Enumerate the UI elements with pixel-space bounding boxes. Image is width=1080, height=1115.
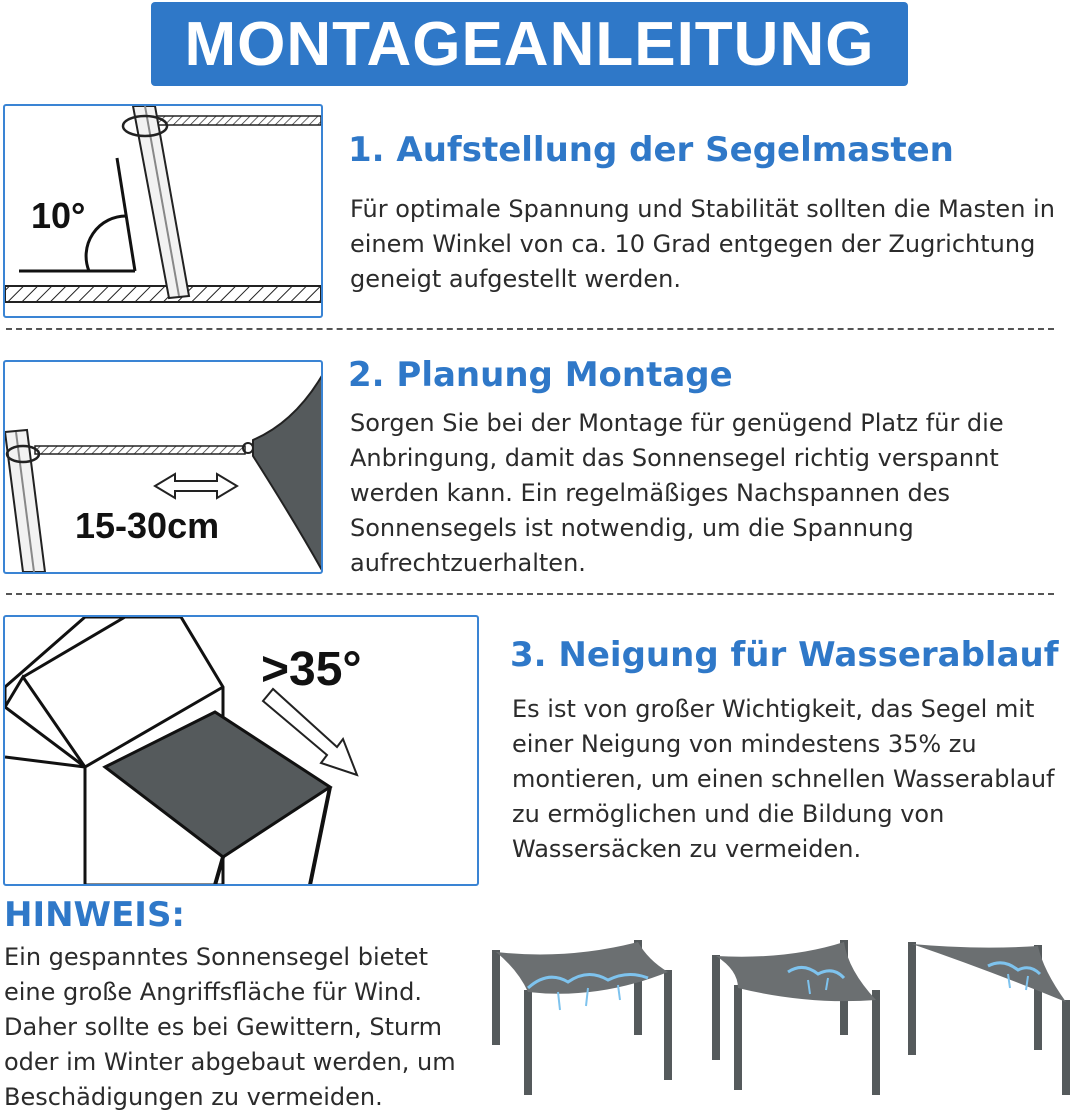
slope-label: >35° (261, 643, 362, 696)
step-2-text: Sorgen Sie bei der Montage für genügend Platz für die Anbringung, damit das Sonnensegel richtig verspannt werden kann. Ein regelmäßiges Nachspannen des Sonnensegels ist notwendig, um die Spannung aufrechtzuerhalten. (350, 409, 1004, 577)
step-2-title: 2. Planung Montage (348, 355, 733, 395)
sail-example-2 (716, 940, 876, 1095)
angle-label: 10° (31, 195, 86, 236)
hint-text: Ein gespanntes Sonnensegel bietet eine große Angriffsfläche für Wind. Daher sollte es bei Gewittern, Sturm oder im Winter abgebaut werden, um Beschädigungen zu vermeiden. (4, 943, 456, 1111)
hint-title: HINWEIS: (4, 895, 186, 935)
sail-examples (488, 930, 1078, 1095)
divider (6, 593, 1054, 595)
step-3-text: Es ist von großer Wichtigkeit, das Segel mit einer Neigung von mindestens 35% zu montieren, um einen schnellen Wasserablauf zu ermöglichen und die Bildung von Wassersäcken zu vermeiden. (512, 695, 1055, 863)
sail-example-1 (496, 940, 668, 1095)
title-banner (151, 2, 908, 86)
page-title: MONTAGEANLEITUNG (184, 9, 875, 79)
step-1-illustration (3, 104, 323, 318)
divider (6, 328, 1054, 330)
step-1-title: 1. Aufstellung der Segelmasten (348, 130, 954, 170)
sail-example-3 (912, 942, 1066, 1095)
step-1-text: Für optimale Spannung und Stabilität sollten die Masten in einem Winkel von ca. 10 Grad entgegen der Zugrichtung geneigt aufgestellt werden. (350, 195, 1055, 293)
step-2-illustration (3, 360, 323, 574)
step-3-title: 3. Neigung für Wasserablauf (510, 635, 1059, 675)
distance-label: 15-30cm (75, 505, 220, 546)
step-3-illustration (3, 615, 479, 886)
